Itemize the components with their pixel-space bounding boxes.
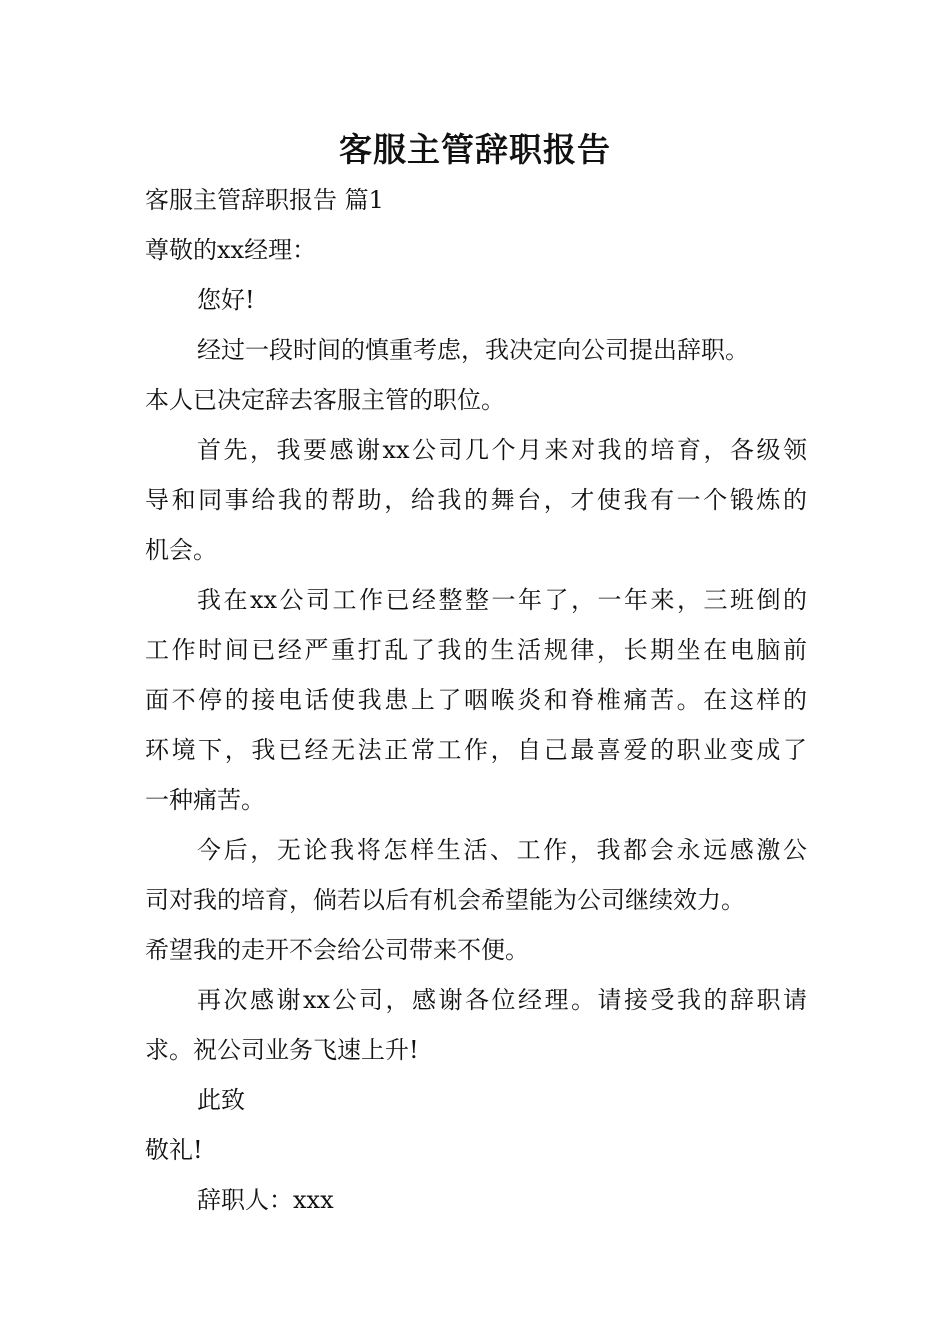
paragraph-2-line-3: 机会。 (145, 536, 217, 564)
salutation: 尊敬的xx经理： (145, 236, 317, 264)
signature: 辞职人：xxx (197, 1186, 334, 1214)
document-subtitle: 客服主管辞职报告 篇1 (145, 186, 384, 214)
paragraph-1-line-1: 经过一段时间的慎重考虑，我决定向公司提出辞职。 (197, 336, 749, 364)
paragraph-2-line-1: 首先，我要感谢xx公司几个月来对我的培育，各级领 (197, 436, 807, 464)
closing-line-2: 敬礼! (145, 1136, 203, 1164)
document-title: 客服主管辞职报告 (339, 130, 611, 169)
paragraph-4-line-3: 希望我的走开不会给公司带来不便。 (145, 936, 529, 964)
paragraph-3-line-2: 工作时间已经严重打乱了我的生活规律，长期坐在电脑前 (145, 636, 807, 664)
paragraph-1-line-2: 本人已决定辞去客服主管的职位。 (145, 386, 505, 414)
paragraph-3-line-5: 一种痛苦。 (145, 786, 265, 814)
paragraph-2-line-2: 导和同事给我的帮助，给我的舞台，才使我有一个锻炼的 (145, 486, 807, 514)
greeting: 您好! (197, 286, 255, 314)
closing-line-1: 此致 (197, 1086, 245, 1114)
paragraph-5-line-2: 求。祝公司业务飞速上升! (145, 1036, 419, 1064)
paragraph-4-line-2: 司对我的培育，倘若以后有机会希望能为公司继续效力。 (145, 886, 745, 914)
paragraph-5-line-1: 再次感谢xx公司，感谢各位经理。请接受我的辞职请 (197, 986, 807, 1014)
paragraph-3-line-1: 我在xx公司工作已经整整一年了，一年来，三班倒的 (197, 586, 807, 614)
paragraph-4-line-1: 今后，无论我将怎样生活、工作，我都会永远感激公 (197, 836, 807, 864)
paragraph-3-line-4: 环境下，我已经无法正常工作，自己最喜爱的职业变成了 (145, 736, 807, 764)
paragraph-3-line-3: 面不停的接电话使我患上了咽喉炎和脊椎痛苦。在这样的 (145, 686, 807, 714)
